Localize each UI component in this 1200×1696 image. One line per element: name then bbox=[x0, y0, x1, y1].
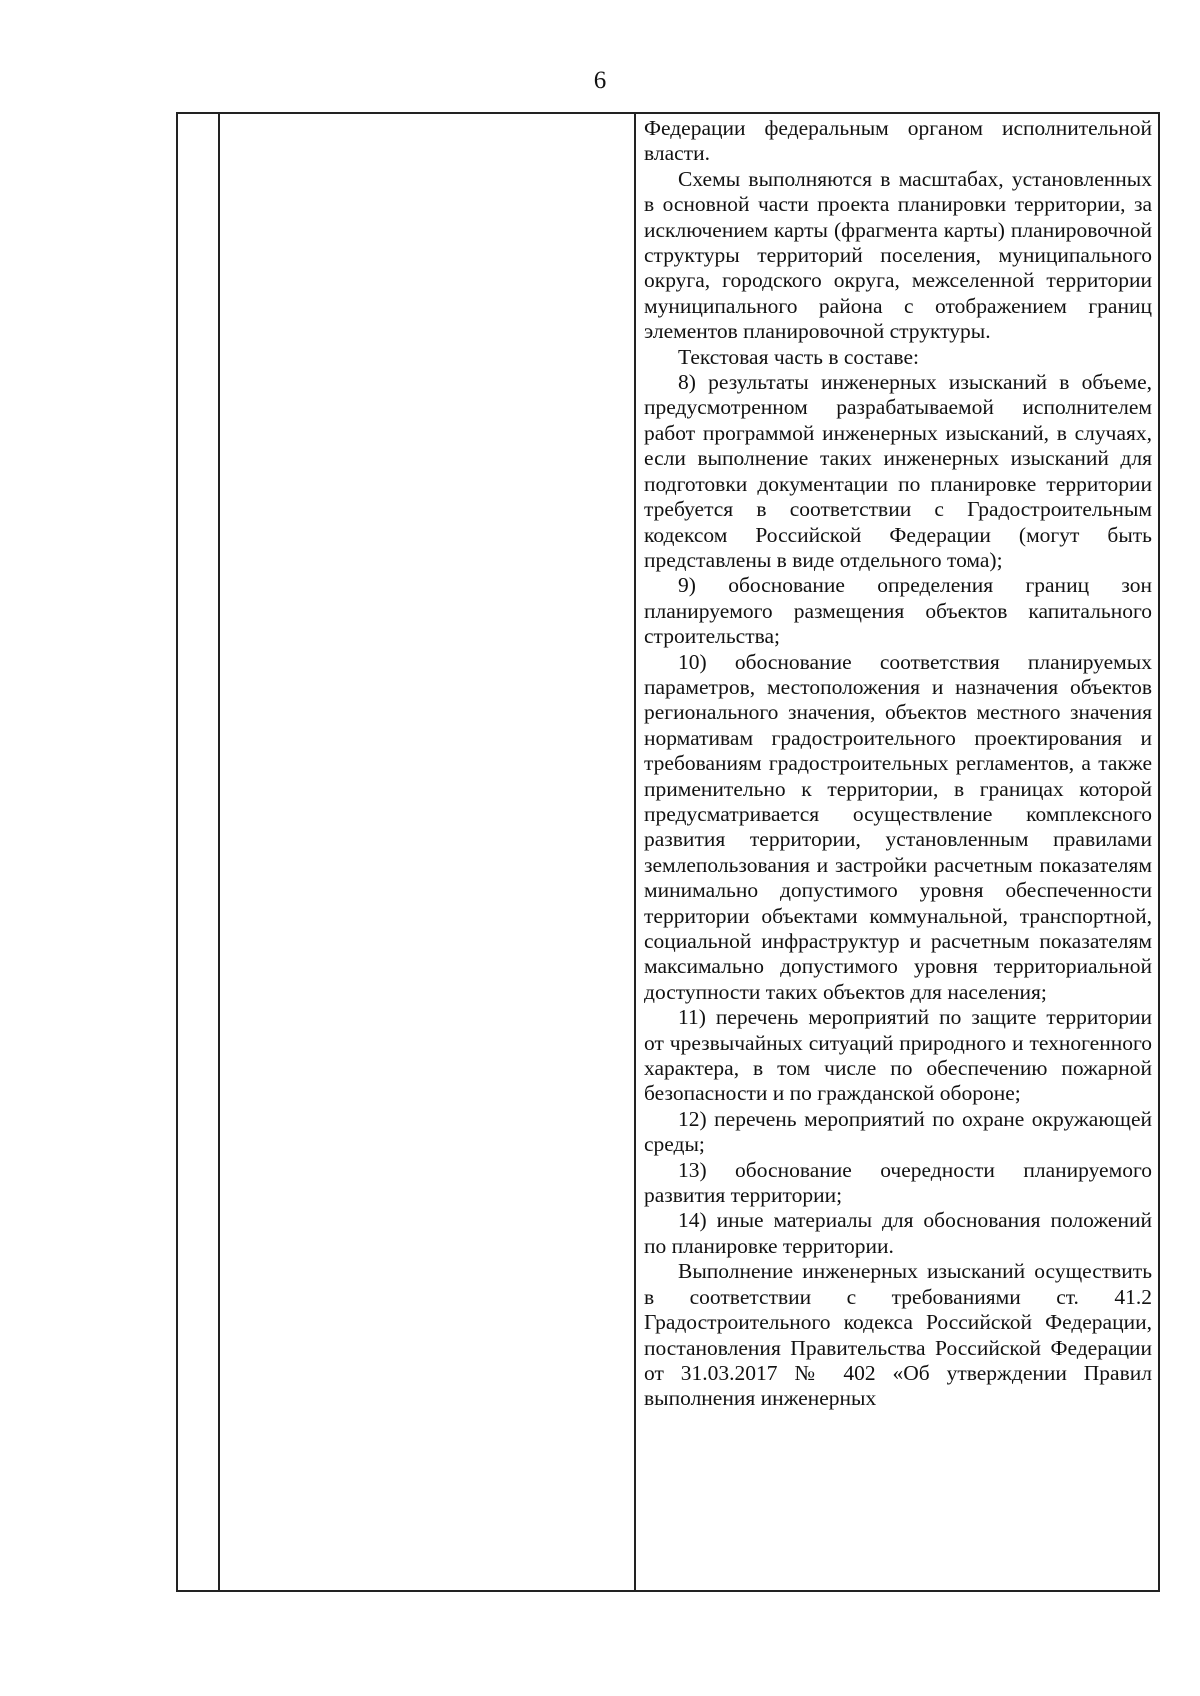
list-item-11: 11) перечень мероприятий по защите территории от чрезвычайных ситуаций природного и техногенного характера, в том числе по обеспечению пожарной безопасности и по гражданской обороне; bbox=[644, 1005, 1152, 1106]
list-item-14: 14) иные материалы для обоснования положений по планировке территории. bbox=[644, 1208, 1152, 1258]
list-item-9: 9) обоснование определения границ зон планируемого размещения объектов капитального строительства; bbox=[644, 573, 1152, 649]
list-item-10: 10) обоснование соответствия планируемых параметров, местоположения и назначения объектов регионального значения, объектов местного значения нормативам градостроительного проектирования и требованиям градостроительных регламентов, а также применительно к территории, в границах которой предусматривается осуществление комплексного развития территории, установленным правилами землепользования и застройки расчетным показателям минимально допустимого уровня обеспеченности территории объектами коммунальной, транспортной, социальной инфраструктур и расчетным показателям максимально допустимого уровня территориальной доступности таких объектов для населения; bbox=[644, 649, 1152, 1004]
paragraph-continuation: Федерации федеральным органом исполнительной власти. bbox=[644, 116, 1152, 166]
list-item-8: 8) результаты инженерных изысканий в объеме, предусмотренном разрабатываемой исполнителем работ программой инженерных изысканий, в случаях, если выполнение таких инженерных изысканий для подготовки документации по планировке территории требуется в соответствии с Градостроительным кодексом Российской Федерации (могут быть представлены в виде отдельного тома); bbox=[644, 370, 1152, 572]
table-cell-content bbox=[644, 116, 1152, 1412]
page-number: 6 bbox=[593, 67, 607, 94]
list-item-12: 12) перечень мероприятий по охране окружающей среды; bbox=[644, 1106, 1152, 1157]
document-table bbox=[176, 112, 1160, 1592]
paragraph-engineering-surveys: Выполнение инженерных изысканий осуществить в соответствии с требованиями ст. 41.2 Градостроительного кодекса Российской Федерации, постановления Правительства Российской Федерации от 31.03.2017 № 402 «Об утверждении Правил выполнения инженерных bbox=[644, 1259, 1152, 1411]
table-column-divider-2 bbox=[634, 114, 636, 1590]
paragraph-text-part-heading: Текстовая часть в составе: bbox=[678, 344, 919, 369]
paragraph-schemes-scale: Схемы выполняются в масштабах, установленных в основной части проекта планировки территории, за исключением карты (фрагмента карты) планировочной структуры территорий поселения, муниципального округа, городского округа, межселенной территории муниципального района с отображением границ элементов планировочной структуры. bbox=[644, 166, 1152, 344]
list-item-13: 13) обоснование очередности планируемого развития территории; bbox=[644, 1157, 1152, 1208]
table-column-divider-1 bbox=[218, 114, 220, 1590]
